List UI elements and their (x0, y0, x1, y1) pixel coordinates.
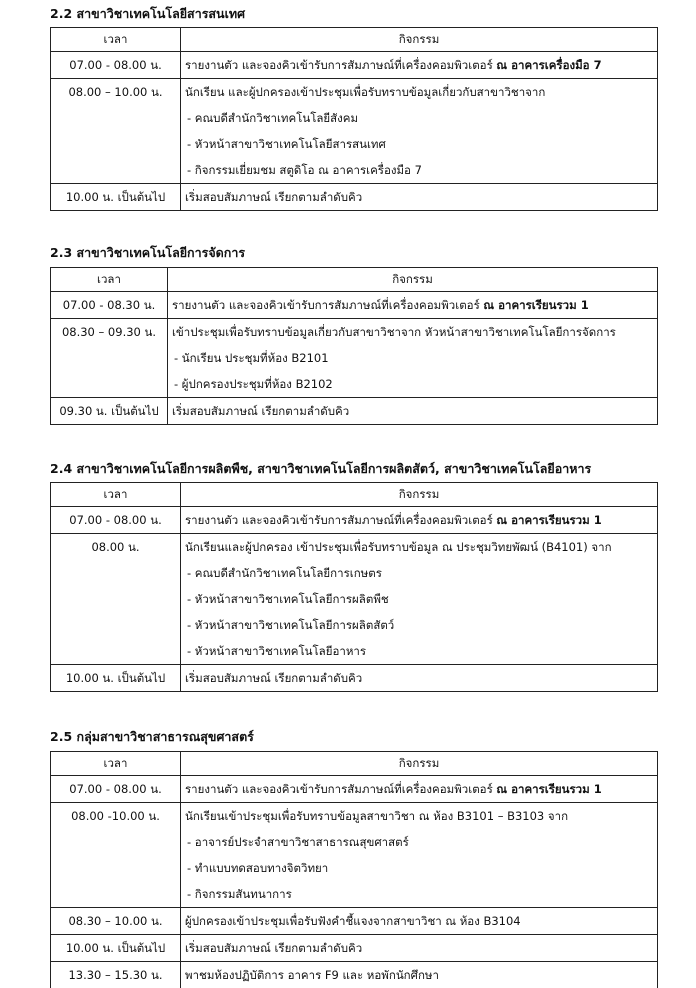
table-row (51, 79, 658, 184)
activity-column-header: กิจกรรม (181, 483, 658, 507)
schedule-table (50, 27, 658, 211)
activity-cell: เข้าประชุมเพื่อรับทราบข้อมูลเกี่ยวกับสาขาวิชาจาก หัวหน้าสาขาวิชาเทคโนโลยีการจัดการ - นักเรียน ประชุมที่ห้อง B2101 - ผู้ปกครองประชุมที่ห้อง B2102 (168, 319, 658, 398)
time-cell: 07.00 - 08.00 น. (51, 776, 181, 803)
section-title: 2.2 สาขาวิชาเทคโนโลยีสารสนเทศ (50, 4, 245, 24)
table-row (51, 534, 658, 665)
activity-cell: พาชมห้องปฏิบัติการ อาคาร F9 และ หอพักนักศึกษา (181, 962, 658, 988)
activity-cell: เริ่มสอบสัมภาษณ์ เรียกตามลำดับคิว (168, 398, 658, 425)
time-column-header: เวลา (51, 483, 181, 507)
table-header-row (51, 28, 658, 52)
time-cell: 08.30 – 09.30 น. (51, 319, 168, 398)
table-row (51, 776, 658, 803)
time-cell: 07.00 - 08.00 น. (51, 507, 181, 534)
activity-column-header: กิจกรรม (181, 752, 658, 776)
table-row (51, 398, 658, 425)
activity-cell: เริ่มสอบสัมภาษณ์ เรียกตามลำดับคิว (181, 665, 658, 692)
time-cell: 10.00 น. เป็นต้นไป (51, 935, 181, 962)
time-cell: 07.00 - 08.00 น. (51, 52, 181, 79)
table-row (51, 935, 658, 962)
schedule-table (50, 267, 658, 425)
time-cell: 07.00 - 08.30 น. (51, 292, 168, 319)
time-cell: 10.00 น. เป็นต้นไป (51, 184, 181, 211)
activity-column-header: กิจกรรม (168, 268, 658, 292)
time-column-header: เวลา (51, 752, 181, 776)
table-row (51, 52, 658, 79)
activity-cell: รายงานตัว และจองคิวเข้ารับการสัมภาษณ์ที่เครื่องคอมพิวเตอร์ ณ อาคารเรียนรวม 1 (181, 776, 658, 803)
time-cell: 08.00 -10.00 น. (51, 803, 181, 908)
table-header-row (51, 483, 658, 507)
section-title: 2.3 สาขาวิชาเทคโนโลยีการจัดการ (50, 243, 245, 263)
activity-cell: นักเรียนและผู้ปกครอง เข้าประชุมเพื่อรับทราบข้อมูล ณ ประชุมวิทยพัฒน์ (B4101) จาก - คณบดีสำนักวิชาเทคโนโลยีการเกษตร - หัวหน้าสาขาวิชาเทคโนโลยีการผลิตพืช - หัวหน้าสาขาวิชาเทคโนโลยีการผลิตสัตว์ - หัวหน้าสาขาวิชาเทคโนโลยีอาหาร (181, 534, 658, 665)
activity-column-header: กิจกรรม (181, 28, 658, 52)
time-cell: 13.30 – 15.30 น. (51, 962, 181, 988)
time-column-header: เวลา (51, 28, 181, 52)
activity-cell: นักเรียนเข้าประชุมเพื่อรับทราบข้อมูลสาขาวิชา ณ ห้อง B3101 – B3103 จาก - อาจารย์ประจำสาขาวิชาสาธารณสุขศาสตร์ - ทำแบบทดสอบทางจิตวิทยา - กิจกรรมสันทนาการ (181, 803, 658, 908)
section-title: 2.4 สาขาวิชาเทคโนโลยีการผลิตพืช, สาขาวิชาเทคโนโลยีการผลิตสัตว์, สาขาวิชาเทคโนโลยีอาหาร (50, 459, 591, 479)
activity-cell: เริ่มสอบสัมภาษณ์ เรียกตามลำดับคิว (181, 935, 658, 962)
table-row (51, 507, 658, 534)
table-row (51, 292, 658, 319)
time-cell: 08.00 น. (51, 534, 181, 665)
table-header-row (51, 752, 658, 776)
time-cell: 08.30 – 10.00 น. (51, 908, 181, 935)
activity-cell: เริ่มสอบสัมภาษณ์ เรียกตามลำดับคิว (181, 184, 658, 211)
section-title: 2.5 กลุ่มสาขาวิชาสาธารณสุขศาสตร์ (50, 727, 254, 747)
time-cell: 10.00 น. เป็นต้นไป (51, 665, 181, 692)
time-cell: 09.30 น. เป็นต้นไป (51, 398, 168, 425)
table-row (51, 908, 658, 935)
table-row (51, 962, 658, 988)
table-row (51, 665, 658, 692)
activity-cell: รายงานตัว และจองคิวเข้ารับการสัมภาษณ์ที่เครื่องคอมพิวเตอร์ ณ อาคารเรียนรวม 1 (181, 507, 658, 534)
schedule-table (50, 482, 658, 692)
time-column-header: เวลา (51, 268, 168, 292)
table-row (51, 319, 658, 398)
table-row (51, 803, 658, 908)
schedule-table (50, 751, 658, 988)
table-header-row (51, 268, 658, 292)
activity-cell: ผู้ปกครองเข้าประชุมเพื่อรับฟังคำชี้แจงจากสาขาวิชา ณ ห้อง B3104 (181, 908, 658, 935)
table-row (51, 184, 658, 211)
activity-cell: รายงานตัว และจองคิวเข้ารับการสัมภาษณ์ที่เครื่องคอมพิวเตอร์ ณ อาคารเรียนรวม 1 (168, 292, 658, 319)
time-cell: 08.00 – 10.00 น. (51, 79, 181, 184)
activity-cell: รายงานตัว และจองคิวเข้ารับการสัมภาษณ์ที่เครื่องคอมพิวเตอร์ ณ อาคารเครื่องมือ 7 (181, 52, 658, 79)
activity-cell: นักเรียน และผู้ปกครองเข้าประชุมเพื่อรับทราบข้อมูลเกี่ยวกับสาขาวิชาจาก - คณบดีสำนักวิชาเทคโนโลยีสังคม - หัวหน้าสาขาวิชาเทคโนโลยีสารสนเทศ - กิจกรรมเยี่ยมชม สตูดิโอ ณ อาคารเครื่องมือ 7 (181, 79, 658, 184)
